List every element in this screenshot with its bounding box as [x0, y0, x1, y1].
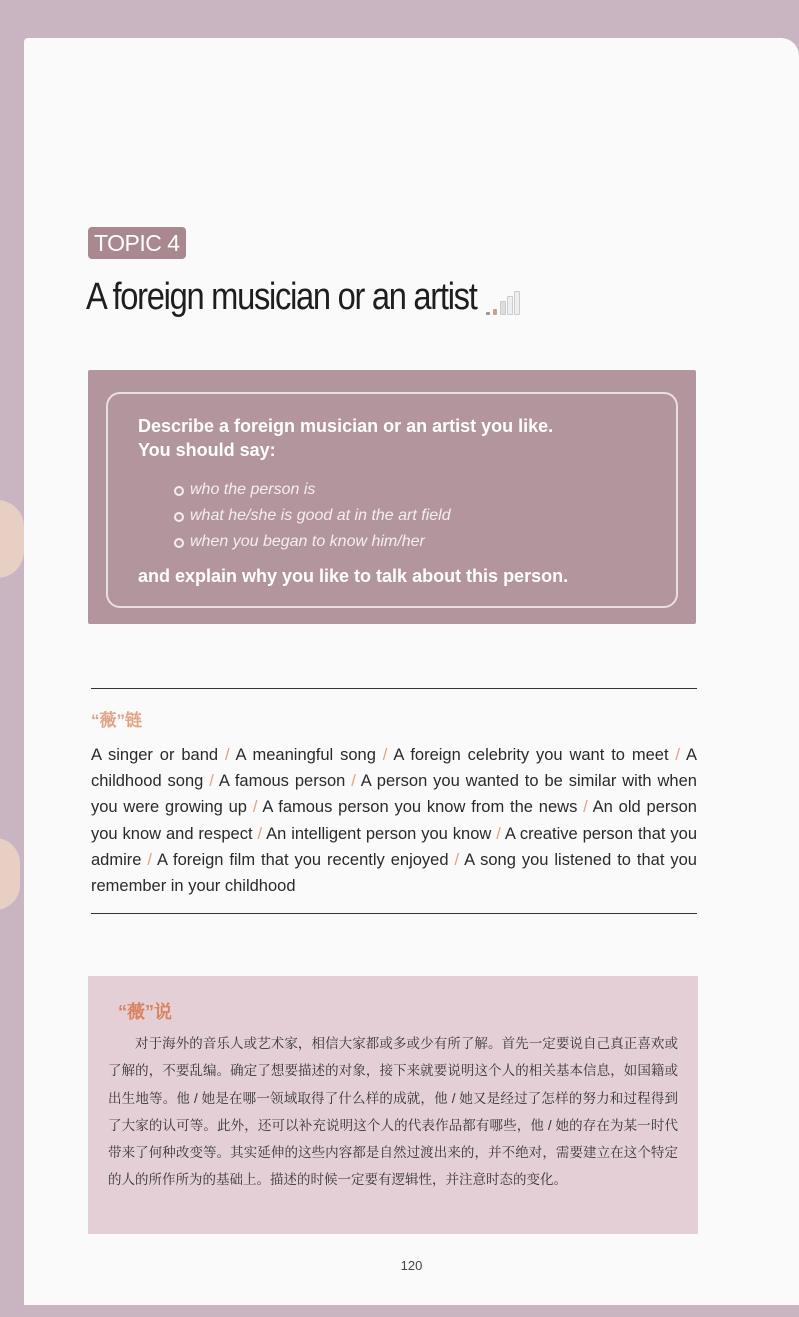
related-topics — [91, 742, 697, 899]
cue-card-points — [174, 477, 451, 555]
page-title: A foreign musician or an artist — [86, 276, 477, 318]
cue-point-text: when you began to know him/her — [190, 533, 425, 550]
cue-card-prompt-text: Describe a foreign musician or an artist you like. — [138, 416, 554, 436]
bullet-icon — [174, 486, 184, 496]
cue-point — [174, 503, 451, 529]
related-topic: A person you wanted to be similar with when you were growing up — [91, 772, 697, 817]
tips-body: 对于海外的音乐人或艺术家，相信大家都或多或少有所了解。首先一定要说自己真正喜欢或了解的，不要乱编。确定了想要描述的对象，接下来就要说明这个人的相关基本信息，如国籍或出生地等。他 / 她是在哪一领域取得了什么样的成就，他 / 她又是经过了怎样的努力和过程得到了大家的认可等。此外，还可以补充说明这个人的代表作品都有哪些，他 / 她的存在为某一时代带来了何种改变等。其实延伸的这些内容都是自然过渡出来的，并不绝对，需要建立在这个特定的人的所作所为的基础上。描述的时候一定要有逻辑性，并注意时态的变化。 — [108, 1036, 678, 1188]
divider-bottom — [91, 913, 697, 914]
finger-bottom — [0, 838, 20, 910]
cue-point-text: who the person is — [190, 481, 316, 498]
cue-card-should-say: You should say: — [138, 440, 276, 460]
cue-card — [88, 370, 696, 624]
related-topic: An old person you know and respect — [91, 798, 697, 843]
separator: / — [252, 798, 258, 817]
cue-point-text: what he/she is good at in the art field — [190, 507, 451, 524]
signal-bars-icon — [486, 293, 526, 315]
cue-card-prompt — [138, 414, 658, 462]
related-topic: A childhood song — [91, 746, 698, 791]
separator: / — [209, 772, 214, 791]
book-page — [24, 38, 799, 1305]
related-topic: An intelligent person you know — [266, 824, 492, 843]
cue-card-closing: and explain why you like to talk about this person. — [138, 566, 569, 586]
related-topic: A song you listened to that you remember in your childhood — [91, 850, 697, 896]
separator: / — [496, 824, 501, 843]
related-topic: A foreign film that you recently enjoyed — [157, 850, 449, 869]
related-topic: A famous person — [218, 772, 346, 791]
finger-top — [0, 500, 24, 578]
separator: / — [675, 746, 681, 764]
page-number: 120 — [400, 1258, 423, 1273]
tips-box — [88, 976, 698, 1234]
separator: / — [257, 824, 263, 843]
cue-point — [174, 477, 451, 503]
related-topic: A foreign celebrity you want to meet — [393, 746, 669, 764]
bullet-icon — [174, 512, 184, 522]
separator: / — [454, 850, 460, 869]
links-heading: “薇”链 — [91, 711, 142, 730]
divider-top — [91, 688, 697, 689]
separator: / — [583, 798, 588, 817]
separator: / — [351, 772, 356, 791]
separator: / — [382, 746, 388, 764]
bullet-icon — [174, 538, 184, 548]
related-topic: A singer or band — [91, 746, 219, 764]
related-topic: A creative person that you admire — [91, 824, 698, 869]
separator: / — [224, 746, 230, 764]
separator: / — [147, 850, 152, 869]
tips-heading: “薇”说 — [118, 1002, 172, 1022]
topic-tag: TOPIC 4 — [88, 227, 186, 259]
related-topic: A meaningful song — [235, 746, 376, 764]
cue-point — [174, 529, 451, 555]
related-topic: A famous person you know from the news — [262, 798, 578, 817]
